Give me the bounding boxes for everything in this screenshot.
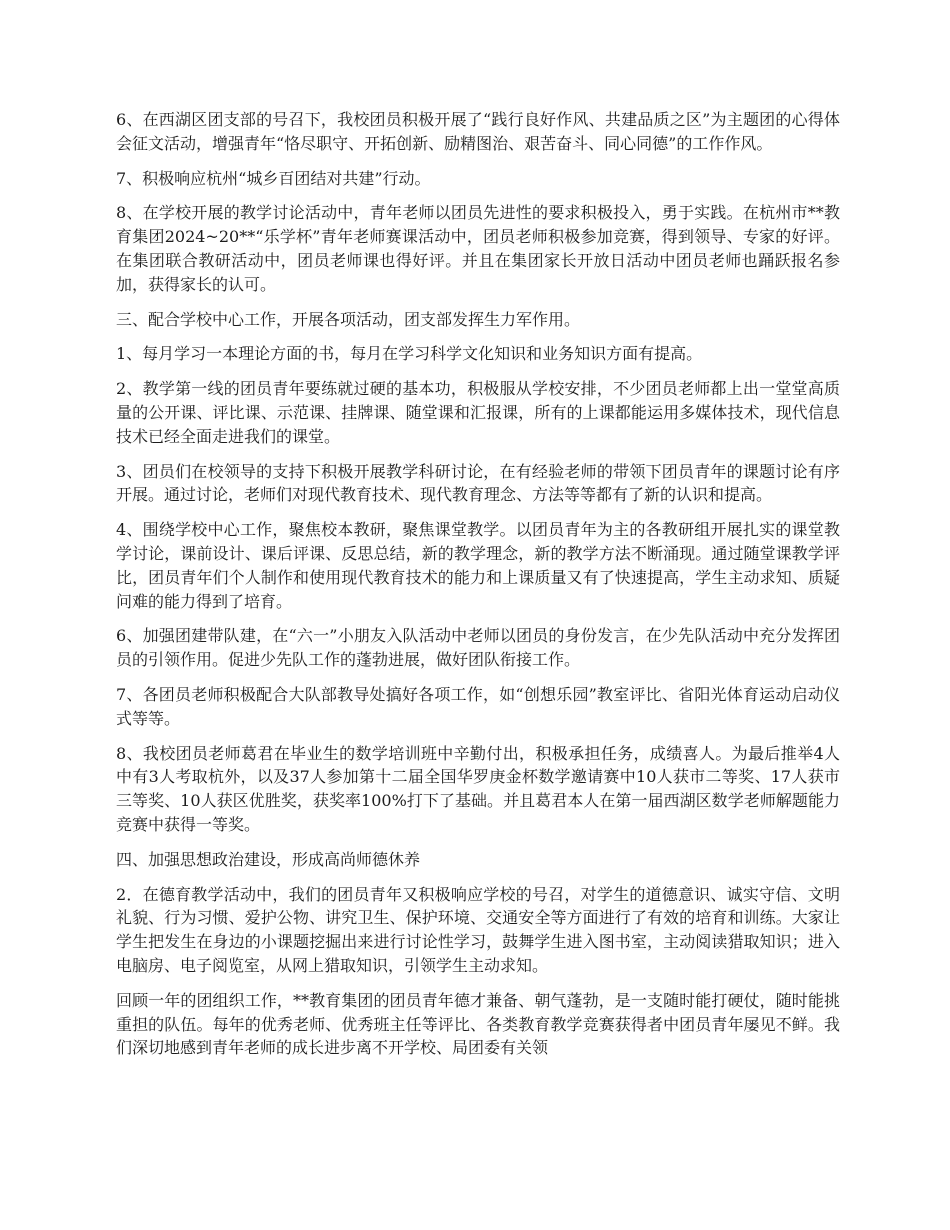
paragraph-item-1-monthly-study: 1、每月学习一本理论方面的书，每月在学习科学文化知识和业务知识方面有提高。 <box>116 344 703 364</box>
paragraph-item-2-basic-skills: 2、教学第一线的团员青年要练就过硬的基本功，积极服从学校安排，不少团员老师都上出一堂堂高质量的公开课、评比课、示范课、挂牌课、随堂课和汇报课，所有的上课都能运用多媒体技术，现代信息技术已经全面走进我们的课堂。 <box>116 379 840 446</box>
paragraph-item-3-research: 3、团员们在校领导的支持下积极开展教学科研讨论，在有经验老师的带领下团员青年的课题讨论有序开展。通过讨论，老师们对现代教育技术、现代教育理念、方法等等都有了新的认识和提高。 <box>116 461 840 505</box>
section-heading-3: 三、配合学校中心工作，开展各项活动，团支部发挥生力军作用。 <box>116 309 581 329</box>
paragraph-item-7-cooperation: 7、各团员老师积极配合大队部教导处搞好各项工作，如“创想乐园”教室评比、省阳光体育运动启动仪式等等。 <box>116 684 840 728</box>
paragraph-item-7-city-rural-action: 7、积极响应杭州“城乡百团结对共建”行动。 <box>116 168 431 188</box>
document-body <box>116 108 840 1071</box>
paragraph-item-8-teaching-discussion: 8、在学校开展的教学讨论活动中，青年老师以团员先进性的要求积极投入，勇于实践。在杭州市**教育集团2024~20**“乐学杯”青年老师赛课活动中，团员老师积极参加竞赛，得到领导、专家的好评。在集团联合教研活动中，团员老师课也得好评。并且在集团家长开放日活动中团员老师也踊跃报名参加，获得家长的认可。 <box>116 203 840 294</box>
paragraph-item-4-classroom-teaching: 4、围绕学校中心工作，聚焦校本教研，聚焦课堂教学。以团员青年为主的各教研组开展扎实的课堂教学讨论，课前设计、课后评课、反思总结，新的教学理念，新的教学方法不断涌现。通过随堂课教学评比，团员青年们个人制作和使用现代教育技术的能力和上课质量又有了快速提高，学生主动求知、质疑问难的能力得到了培育。 <box>116 520 840 611</box>
section-heading-4: 四、加强思想政治建设，形成高尚师德休养 <box>116 849 421 869</box>
paragraph-item-2-moral-education: 2．在德育教学活动中，我们的团员青年又积极响应学校的号召，对学生的道德意识、诚实守信、文明礼貌、行为习惯、爱护公物、讲究卫生、保护环境、交通安全等方面进行了有效的培育和训练。大家让学生把发生在身边的小课题挖掘出来进行讨论性学习，鼓舞学生进入图书室，主动阅读猎取知识；进入电脑房、电子阅览室，从网上猎取知识，引领学生主动求知。 <box>116 884 840 975</box>
paragraph-item-6-team-building: 6、加强团建带队建，在“六一”小朋友入队活动中老师以团员的身份发言，在少先队活动中充分发挥团员的引领作用。促进少先队工作的蓬勃进展，做好团队衔接工作。 <box>116 626 840 670</box>
paragraph-item-6-essay-activity: 6、在西湖区团支部的号召下，我校团员积极开展了“践行良好作风、共建品质之区”为主题团的心得体会征文活动，增强青年“恪尽职守、开拓创新、励精图治、艰苦奋斗、同心同德”的工作作风。 <box>116 110 840 153</box>
paragraph-item-8-math-training: 8、我校团员老师葛君在毕业生的数学培训班中辛勤付出，积极承担任务，成绩喜人。为最后推举4人中有3人考取杭外，以及37人参加第十二届全国华罗庚金杯数学邀请赛中10人获市二等奖、17人获市三等奖、10人获区优胜奖，获奖率100%打下了基础。并且葛君本人在第一届西湖区数学老师解题能力竞赛中获得一等奖。 <box>116 743 840 834</box>
paragraph-review-summary: 回顾一年的团组织工作，**教育集团的团员青年德才兼备、朝气蓬勃，是一支随时能打硬仗，随时能挑重担的队伍。每年的优秀老师、优秀班主任等评比、各类教育教学竞赛获得者中团员青年屡见不鲜。我们深切地感到青年老师的成长进步离不开学校、局团委有关领 <box>116 990 840 1058</box>
